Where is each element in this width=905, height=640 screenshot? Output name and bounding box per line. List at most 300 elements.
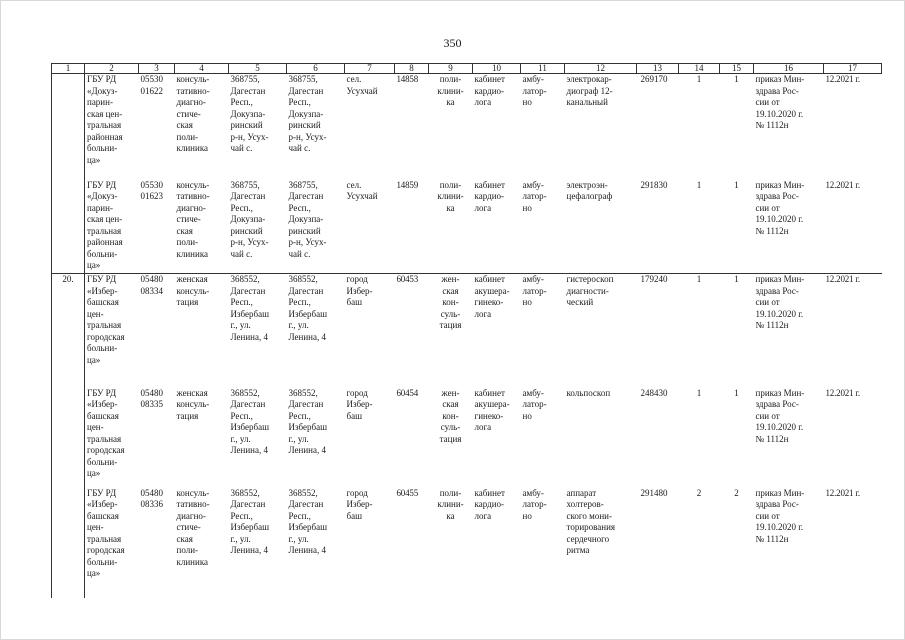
cell-col-2 xyxy=(85,180,139,274)
cell-col-13 xyxy=(637,488,679,598)
cell-line: Дагестан xyxy=(230,85,266,96)
cell-line: гинеко- xyxy=(474,410,504,421)
cell-value: 1 xyxy=(696,179,702,190)
cell-line: приказ Мин- xyxy=(755,274,805,284)
table-row xyxy=(52,74,882,180)
cell-line: кабинет xyxy=(474,74,505,84)
cell-line: чай с. xyxy=(288,248,311,259)
column-number-3: 3 xyxy=(139,64,175,74)
cell-value: 12.2021 г. xyxy=(825,274,860,284)
cell-line: кабинет xyxy=(474,179,505,190)
cell-col-8 xyxy=(395,180,429,274)
cell-col-9 xyxy=(429,488,473,598)
cell-col-15 xyxy=(720,74,754,180)
cell-line: баш xyxy=(346,297,363,307)
cell-line: 01622 xyxy=(140,85,163,96)
cell-col-1 xyxy=(52,74,85,180)
cell-line: акушера- xyxy=(474,399,510,409)
cell-line: 05480 xyxy=(140,274,163,284)
cell-line: городская xyxy=(87,545,125,555)
cell-line: Ленина, 4 xyxy=(288,545,326,555)
cell-col-11 xyxy=(521,180,565,274)
cell-col-15 xyxy=(720,274,754,388)
cell-line: 368755, xyxy=(288,74,318,84)
cell-line: № 1112н xyxy=(755,533,789,544)
cell-line: 368755, xyxy=(230,74,260,84)
cell-line: приказ Мин- xyxy=(755,74,805,84)
cell-col-5 xyxy=(229,180,287,274)
cell-col-12 xyxy=(565,74,637,180)
cell-line: ринский xyxy=(230,120,263,130)
cell-line: амбу- xyxy=(522,274,544,284)
cell-line: ская xyxy=(176,120,193,130)
cell-line: Респ., xyxy=(230,202,253,213)
cell-line: Дагестан xyxy=(288,285,324,296)
cell-line: гинеко- xyxy=(474,297,504,307)
cell-line: электрокар- xyxy=(566,74,612,84)
cell-value: 14859 xyxy=(396,179,419,190)
cell-value: 2 xyxy=(734,487,739,498)
cell-line: «Докуз- xyxy=(87,85,118,96)
cell-line: тральная xyxy=(87,433,122,444)
cell-line: суль- xyxy=(440,422,461,432)
cell-line: № 1112н xyxy=(755,225,789,236)
cell-line: цен- xyxy=(87,522,104,532)
cell-col-11 xyxy=(521,388,565,488)
cell-line: № 1112н xyxy=(755,120,789,130)
cell-col-8 xyxy=(395,274,429,388)
cell-line: Избербаш xyxy=(288,422,328,432)
cell-line: башская xyxy=(87,297,119,307)
cell-col-10 xyxy=(473,74,521,180)
cell-line: больни- xyxy=(87,343,118,353)
cell-line: Избербаш xyxy=(230,308,270,319)
cell-col-17 xyxy=(824,180,882,274)
cell-line: консуль- xyxy=(176,487,210,498)
cell-line: латор- xyxy=(522,399,547,409)
cell-line: поли- xyxy=(439,179,462,190)
cell-line: Ленина, 4 xyxy=(230,331,268,342)
cell-line: женская xyxy=(176,387,208,398)
cell-value: 1 xyxy=(696,387,702,398)
cell-line: здрава Рос- xyxy=(755,285,799,296)
column-number-15: 15 xyxy=(720,64,754,74)
column-number-5: 5 xyxy=(229,64,287,74)
cell-line: тральная xyxy=(87,225,122,236)
cell-value: 291830 xyxy=(640,179,668,190)
cell-line: лога xyxy=(474,422,492,432)
cell-line: г., ул. xyxy=(288,320,309,330)
column-number-12: 12 xyxy=(565,64,637,74)
cell-col-13 xyxy=(637,274,679,388)
cell-line: жен- xyxy=(441,274,460,284)
cell-line: цен- xyxy=(87,422,104,432)
cell-line: г., ул. xyxy=(288,433,309,444)
cell-line: Избербаш xyxy=(288,308,328,319)
cell-line: сел. xyxy=(346,179,362,190)
cell-col-16 xyxy=(754,488,824,598)
cell-line: цефалограф xyxy=(566,191,613,201)
cell-value: 291480 xyxy=(640,487,668,498)
cell-line: торирования xyxy=(566,522,616,532)
cell-col-9 xyxy=(429,74,473,180)
cell-line: тация xyxy=(176,297,199,307)
cell-col-17 xyxy=(824,74,882,180)
cell-col-10 xyxy=(473,388,521,488)
cell-line: клиника xyxy=(176,248,209,259)
cell-line: стиче- xyxy=(176,108,201,119)
column-number-row xyxy=(52,64,882,74)
cell-line: Респ., xyxy=(230,510,253,521)
cell-col-13 xyxy=(637,180,679,274)
cell-col-4 xyxy=(175,488,229,598)
cell-line: больни- xyxy=(87,556,118,567)
cell-line: Респ., xyxy=(230,297,253,307)
cell-line: 19.10.2020 г. xyxy=(755,522,804,532)
cell-value: 1 xyxy=(734,274,739,284)
cell-line: Респ., xyxy=(230,410,253,421)
cell-value: 60453 xyxy=(396,274,419,284)
cell-value: 12.2021 г. xyxy=(825,387,860,398)
cell-line: цен- xyxy=(87,308,104,319)
cell-line: ского мони- xyxy=(566,510,612,521)
cell-line: клиника xyxy=(176,143,209,153)
cell-line: Избербаш xyxy=(230,422,270,432)
cell-line: 19.10.2020 г. xyxy=(755,214,804,224)
cell-col-3 xyxy=(139,488,175,598)
cell-line: Дагестан xyxy=(230,191,266,201)
cell-col-15 xyxy=(720,488,754,598)
cell-line: парин- xyxy=(87,202,113,213)
cell-line: акушера- xyxy=(474,285,510,296)
cell-line: Докузпа- xyxy=(288,108,324,119)
cell-line: Докузпа- xyxy=(288,214,324,224)
cell-col-6 xyxy=(287,488,345,598)
cell-line: районная xyxy=(87,237,123,247)
cell-line: «Избер- xyxy=(87,499,118,509)
cell-col-3 xyxy=(139,180,175,274)
cell-col-8 xyxy=(395,74,429,180)
cell-col-7 xyxy=(345,274,395,388)
cell-line: башская xyxy=(87,510,119,521)
cell-value: 1 xyxy=(696,274,702,284)
cell-line: ка xyxy=(446,202,455,213)
cell-value: 1 xyxy=(696,74,702,84)
cell-col-15 xyxy=(720,180,754,274)
cell-line: сии от xyxy=(755,510,780,521)
cell-line: клини- xyxy=(437,499,464,509)
cell-line: Дагестан xyxy=(288,399,324,409)
cell-value: 2 xyxy=(696,487,702,498)
cell-col-8 xyxy=(395,388,429,488)
cell-col-7 xyxy=(345,180,395,274)
cell-line: лога xyxy=(474,308,492,319)
cell-col-12 xyxy=(565,180,637,274)
cell-line: 368552, xyxy=(230,274,260,284)
cell-col-14 xyxy=(679,388,720,488)
cell-line: ка xyxy=(446,510,455,521)
cell-line: но xyxy=(522,97,532,107)
cell-line: 368552, xyxy=(288,274,318,284)
cell-line: жен- xyxy=(441,387,460,398)
cell-line: холтеров- xyxy=(566,499,604,509)
column-number-6: 6 xyxy=(287,64,345,74)
cell-line: ская xyxy=(176,533,193,544)
cell-line: 05480 xyxy=(140,487,163,498)
cell-line: электроэн- xyxy=(566,179,608,190)
cell-value: 1 xyxy=(734,179,739,190)
cell-col-5 xyxy=(229,388,287,488)
cell-line: Респ., xyxy=(288,202,311,213)
cell-value: 269170 xyxy=(640,74,668,84)
cell-line: Усухчай xyxy=(346,85,378,96)
cell-col-5 xyxy=(229,274,287,388)
cell-line: сии от xyxy=(755,297,780,307)
cell-line: стиче- xyxy=(176,214,201,224)
cell-col-7 xyxy=(345,74,395,180)
cell-line: ринский xyxy=(288,225,321,236)
cell-col-12 xyxy=(565,388,637,488)
cell-line: городская xyxy=(87,331,125,342)
column-number-7: 7 xyxy=(345,64,395,74)
cell-col-14 xyxy=(679,74,720,180)
cell-line: суль- xyxy=(440,308,461,319)
cell-line: консуль- xyxy=(176,399,210,409)
cell-col-14 xyxy=(679,180,720,274)
cell-col-3 xyxy=(139,274,175,388)
cell-line: «Избер- xyxy=(87,285,118,296)
cell-line: 08335 xyxy=(140,399,163,409)
table-row xyxy=(52,388,882,488)
cell-value: 60454 xyxy=(396,387,419,398)
cell-line: латор- xyxy=(522,191,547,201)
cell-line: латор- xyxy=(522,285,547,296)
cell-line: здрава Рос- xyxy=(755,191,799,201)
cell-line: ческий xyxy=(566,297,594,307)
cell-line: больни- xyxy=(87,248,118,259)
cell-line: № 1112н xyxy=(755,320,789,330)
cell-line: амбу- xyxy=(522,74,544,84)
cell-line: ка xyxy=(446,97,455,107)
cell-line: Дагестан xyxy=(288,85,324,96)
cell-line: сии от xyxy=(755,202,780,213)
cell-col-11 xyxy=(521,488,565,598)
table-row xyxy=(52,488,882,598)
cell-line: диагно- xyxy=(176,97,206,107)
cell-col-1 xyxy=(52,488,85,598)
cell-col-7 xyxy=(345,488,395,598)
cell-line: ца» xyxy=(87,154,101,165)
cell-line: р-н, Усух- xyxy=(230,237,269,247)
cell-line: Избер- xyxy=(346,499,373,509)
cell-col-2 xyxy=(85,488,139,598)
cell-col-1 xyxy=(52,274,85,388)
cell-col-4 xyxy=(175,274,229,388)
cell-value: 12.2021 г. xyxy=(825,179,860,190)
cell-line: 19.10.2020 г. xyxy=(755,108,804,119)
cell-line: здрава Рос- xyxy=(755,399,799,409)
cell-line: ская xyxy=(442,285,459,296)
cell-line: здрава Рос- xyxy=(755,499,799,509)
cell-line: г., ул. xyxy=(230,320,251,330)
cell-line: тация xyxy=(439,320,462,330)
cell-line: кольпоскоп xyxy=(566,387,611,398)
column-number-13: 13 xyxy=(637,64,679,74)
cell-line: городская xyxy=(87,445,125,455)
cell-line: чай с. xyxy=(230,143,253,153)
cell-line: Ленина, 4 xyxy=(288,445,326,455)
cell-line: ринский xyxy=(288,120,321,130)
cell-line: кон- xyxy=(442,297,459,307)
cell-col-10 xyxy=(473,274,521,388)
cell-col-3 xyxy=(139,388,175,488)
cell-line: кардио- xyxy=(474,499,505,509)
cell-value: 14858 xyxy=(396,74,419,84)
cell-col-4 xyxy=(175,388,229,488)
cell-line: Избербаш xyxy=(288,522,328,532)
cell-col-6 xyxy=(287,388,345,488)
cell-col-10 xyxy=(473,180,521,274)
cell-col-2 xyxy=(85,274,139,388)
column-number-10: 10 xyxy=(473,64,521,74)
cell-line: кабинет xyxy=(474,274,505,284)
cell-col-6 xyxy=(287,180,345,274)
cell-value: 1 xyxy=(734,74,739,84)
cell-col-12 xyxy=(565,488,637,598)
cell-col-16 xyxy=(754,74,824,180)
column-number-9: 9 xyxy=(429,64,473,74)
table-row xyxy=(52,274,882,388)
cell-col-9 xyxy=(429,388,473,488)
cell-line: лога xyxy=(474,510,492,521)
cell-line: чай с. xyxy=(288,143,311,153)
cell-line: ская цен- xyxy=(87,214,123,224)
cell-col-5 xyxy=(229,488,287,598)
cell-line: Избер- xyxy=(346,399,373,409)
cell-value: 248430 xyxy=(640,387,668,398)
cell-line: Дагестан xyxy=(230,285,266,296)
cell-col-14 xyxy=(679,488,720,598)
cell-col-13 xyxy=(637,74,679,180)
cell-col-11 xyxy=(521,74,565,180)
cell-line: город xyxy=(346,387,368,398)
cell-line: г., ул. xyxy=(230,533,251,544)
cell-col-4 xyxy=(175,180,229,274)
column-number-16: 16 xyxy=(754,64,824,74)
cell-line: но xyxy=(522,202,532,213)
cell-value: 1 xyxy=(734,387,739,398)
cell-line: консуль- xyxy=(176,285,210,296)
cell-line: Респ., xyxy=(288,510,311,521)
cell-col-17 xyxy=(824,274,882,388)
cell-line: Дагестан xyxy=(288,191,324,201)
cell-line: ца» xyxy=(87,354,101,365)
cell-line: 08336 xyxy=(140,499,163,509)
cell-line: баш xyxy=(346,410,363,421)
cell-col-14 xyxy=(679,274,720,388)
cell-line: но xyxy=(522,410,532,421)
cell-line: поли- xyxy=(176,131,199,142)
cell-line: Респ., xyxy=(230,97,253,107)
cell-value: 20. xyxy=(62,274,74,284)
cell-line: кардио- xyxy=(474,191,505,201)
cell-line: 368552, xyxy=(230,487,260,498)
cell-line: гистероскоп xyxy=(566,274,614,284)
cell-line: чай с. xyxy=(230,248,253,259)
cell-col-6 xyxy=(287,274,345,388)
cell-line: клини- xyxy=(437,191,464,201)
column-number-4: 4 xyxy=(175,64,229,74)
cell-col-9 xyxy=(429,274,473,388)
cell-line: ритма xyxy=(566,545,590,555)
cell-line: приказ Мин- xyxy=(755,487,805,498)
cell-line: приказ Мин- xyxy=(755,387,805,398)
cell-line: поли- xyxy=(439,74,462,84)
cell-line: Респ., xyxy=(288,97,311,107)
cell-line: кабинет xyxy=(474,387,505,398)
cell-line: 01623 xyxy=(140,191,163,201)
cell-col-6 xyxy=(287,74,345,180)
cell-line: здрава Рос- xyxy=(755,85,799,96)
cell-col-8 xyxy=(395,488,429,598)
cell-line: клини- xyxy=(437,85,464,96)
table-row xyxy=(52,180,882,274)
cell-value: 12.2021 г. xyxy=(825,487,860,498)
cell-line: башская xyxy=(87,410,119,421)
cell-line: р-н, Усух- xyxy=(230,131,269,142)
cell-line: консуль- xyxy=(176,179,210,190)
cell-line: Избербаш xyxy=(230,522,270,532)
cell-col-16 xyxy=(754,274,824,388)
cell-col-17 xyxy=(824,488,882,598)
cell-line: Ленина, 4 xyxy=(288,331,326,342)
cell-line: ГБУ РД xyxy=(87,179,117,190)
cell-line: Дагестан xyxy=(288,499,324,509)
cell-line: «Докуз- xyxy=(87,191,118,201)
cell-line: ГБУ РД xyxy=(87,274,117,284)
cell-line: лога xyxy=(474,97,492,107)
cell-line: 368755, xyxy=(288,179,318,190)
cell-col-1 xyxy=(52,388,85,488)
cell-line: стиче- xyxy=(176,522,201,532)
cell-line: латор- xyxy=(522,499,547,509)
cell-col-16 xyxy=(754,388,824,488)
column-number-17: 17 xyxy=(824,64,882,74)
cell-line: консуль- xyxy=(176,74,210,84)
cell-line: диагно- xyxy=(176,510,206,521)
column-number-14: 14 xyxy=(679,64,720,74)
cell-line: ская цен- xyxy=(87,108,123,119)
column-number-11: 11 xyxy=(521,64,565,74)
cell-line: но xyxy=(522,297,532,307)
cell-line: ГБУ РД xyxy=(87,487,117,498)
cell-col-15 xyxy=(720,388,754,488)
cell-line: ГБУ РД xyxy=(87,387,117,398)
cell-line: районная xyxy=(87,131,123,142)
cell-line: тативно- xyxy=(176,85,210,96)
cell-line: диограф 12- xyxy=(566,85,613,96)
cell-line: приказ Мин- xyxy=(755,179,805,190)
cell-col-12 xyxy=(565,274,637,388)
cell-line: кабинет xyxy=(474,487,505,498)
cell-line: ца» xyxy=(87,468,101,478)
cell-line: 368552, xyxy=(230,387,260,398)
cell-line: Усухчай xyxy=(346,191,378,201)
cell-line: 08334 xyxy=(140,285,163,296)
cell-line: Дагестан xyxy=(230,499,266,509)
cell-line: поли- xyxy=(176,237,199,247)
cell-line: ца» xyxy=(87,260,101,270)
